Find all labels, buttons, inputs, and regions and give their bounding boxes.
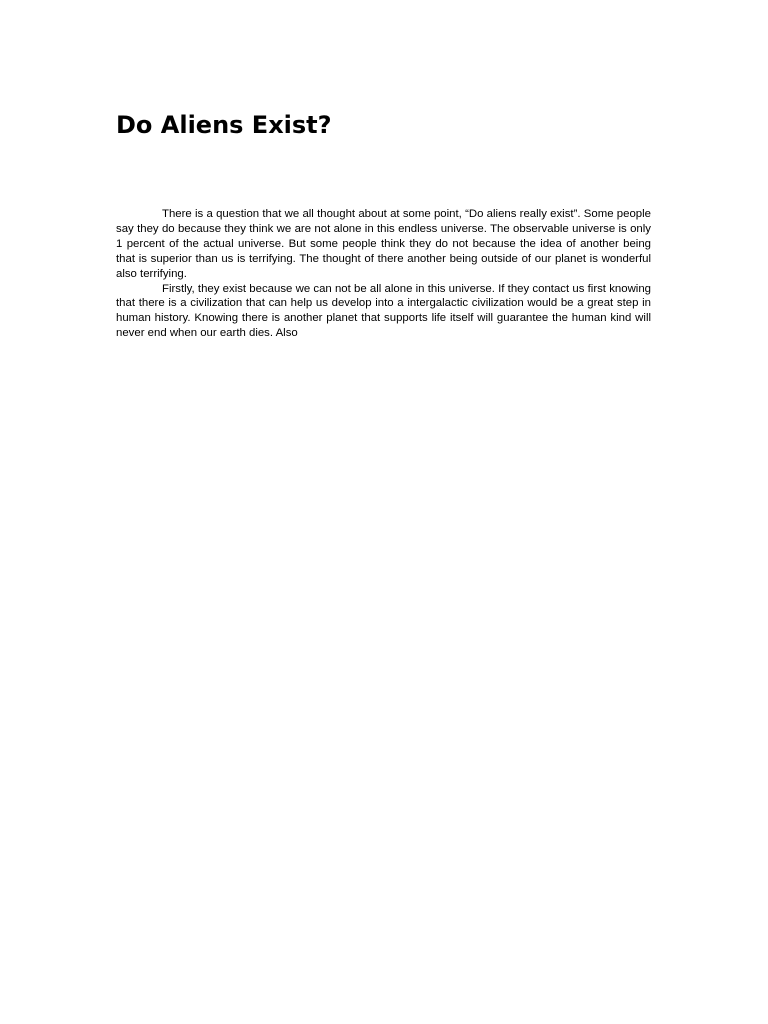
- paragraph: Firstly, they exist because we can not be all alone in this universe. If they contact us first knowing that there is a civilization that can help us develop into a intergalactic civilization would be a great step in human history. Knowing there is another planet that supports life itself will guarantee the human kind will never end when our earth dies. Also: [116, 282, 651, 340]
- document-body: [116, 207, 651, 341]
- paragraph: There is a question that we all thought about at some point, “Do aliens really exist”. Some people say they do because they think we are not alone in this endless universe. The observable universe is only 1 percent of the actual universe. But some people think they do not because the idea of another being that is superior than us is terrifying. The thought of there another being outside of our planet is wonderful also terrifying.: [116, 208, 651, 280]
- document-title: Do Aliens Exist?: [116, 111, 332, 139]
